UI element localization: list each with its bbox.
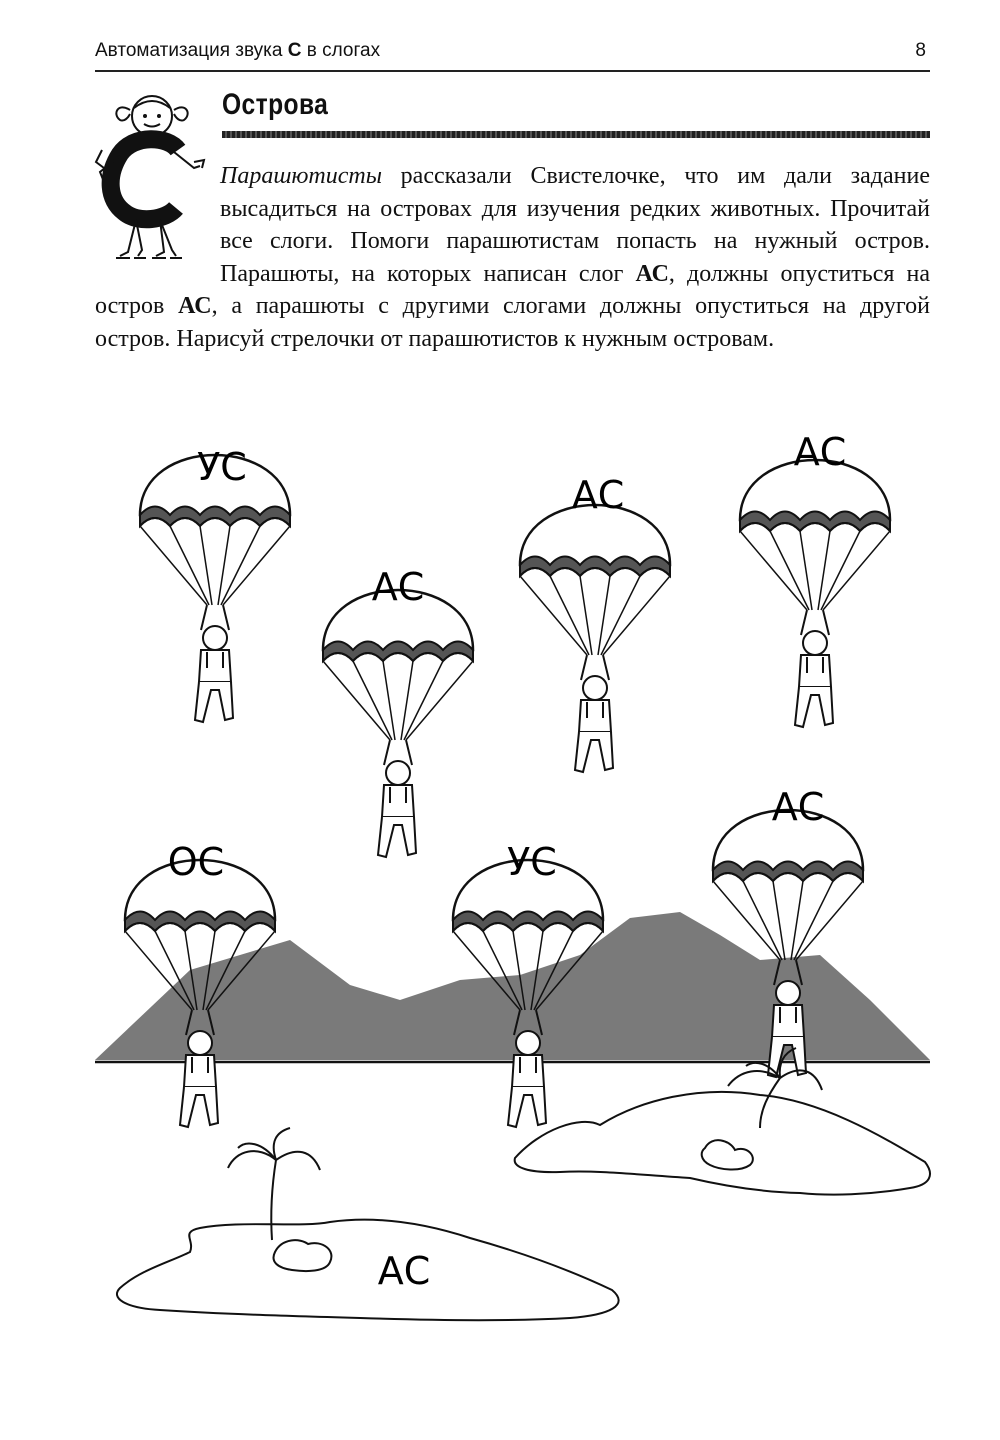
parachute-label: АС	[571, 473, 625, 517]
parachute-2	[323, 590, 473, 857]
page-title: Острова	[222, 88, 329, 121]
parachute-4	[740, 460, 890, 727]
right-island	[515, 1048, 930, 1195]
island-label: АС	[377, 1249, 431, 1293]
parachute-label: УС	[507, 840, 557, 884]
section-title: Автоматизация звука С в слогах	[95, 40, 381, 61]
parachute-3	[520, 505, 670, 772]
parachute-label: УС	[197, 445, 247, 489]
parachute-label: АС	[771, 785, 825, 829]
page-number: 8	[915, 40, 926, 61]
parachute-label: ОС	[167, 840, 225, 884]
italic-lead: Парашютисты	[220, 163, 382, 189]
parachute-label: АС	[793, 430, 847, 474]
parachute-1	[140, 455, 290, 722]
instructions-text: Парашютисты рассказали Свистелочке, что им дали задание высадиться на островах для изучения редких животных. Прочитай все слоги. Помоги парашютистам попасть на нужный остров. Парашюты, на которых написан слог АС, должны опуститься на остров АС, а парашюты с другими слогами должны опуститься на другой остров. Нарисуй стрелочки от парашютистов к нужным островам.	[95, 163, 931, 352]
parachute-label: АС	[371, 565, 425, 609]
